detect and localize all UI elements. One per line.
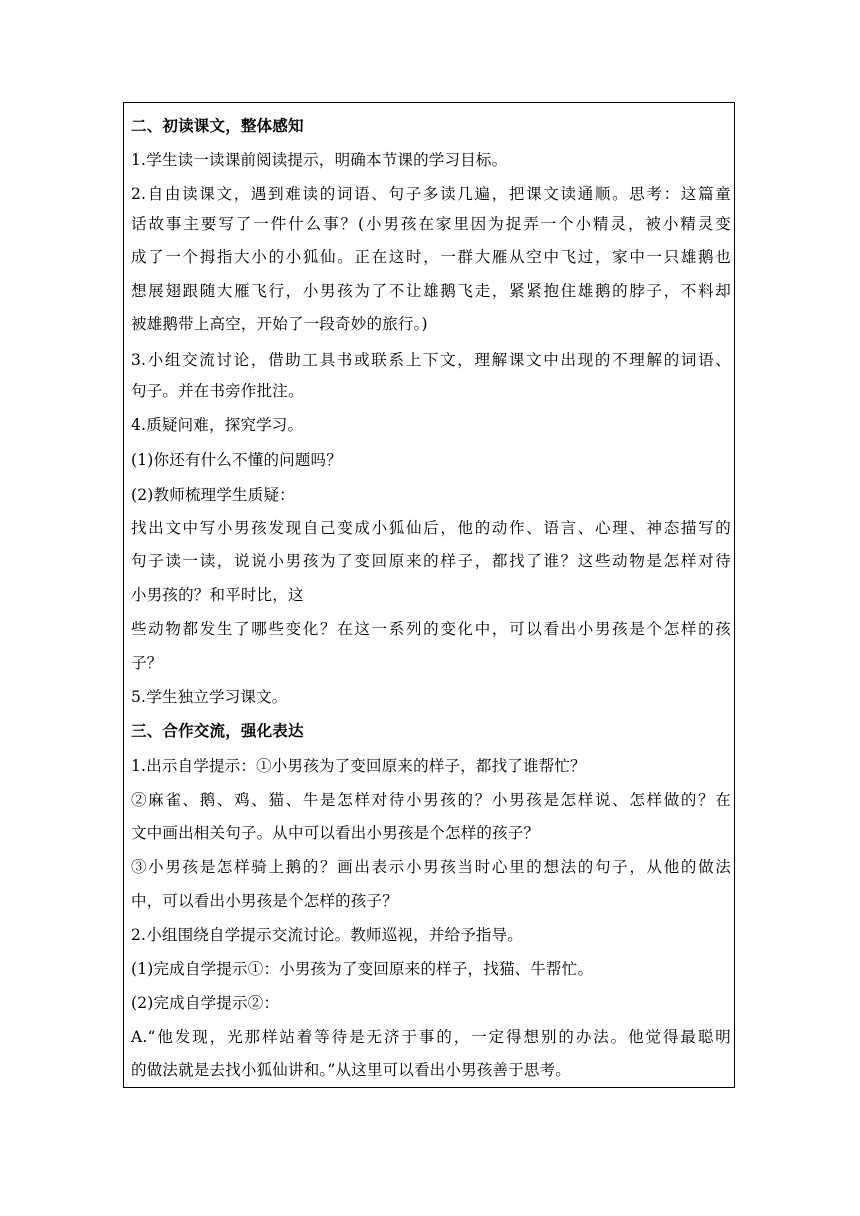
paragraph-line: 句子。并在书旁作批注。 [131,382,304,400]
section-heading-cooperation: 三、合作交流，强化表达 [131,721,304,740]
section-heading-first-reading: 二、初读课文，整体感知 [131,116,304,135]
paragraph-line: 1.出示自学提示：①小男孩为了变回原来的样子，都找了谁帮忙？ [131,757,586,775]
paragraph-line: ③小男孩是怎样骑上鹅的？画出表示小男孩当时心里的想法的句子，从他的做法 [131,858,731,876]
paragraph-line: 被雄鹅带上高空，开始了一段奇妙的旅行。) [131,315,428,333]
paragraph-line: 文中画出相关句子。从中可以看出小男孩是个怎样的孩子？ [131,824,540,842]
paragraph-line: 5.学生独立学习课文。 [131,688,288,706]
paragraph-line: 话故事主要写了一件什么事？(小男孩在家里因为捉弄一个小精灵，被小精灵变 [131,215,731,233]
paragraph-line: 子？ [131,654,163,672]
paragraph-line: 中，可以看出小男孩是个怎样的孩子？ [131,892,398,910]
paragraph-line: 4.质疑问难，探究学习。 [131,416,304,434]
paragraph-line: 想展翅跟随大雁飞行，小男孩为了不让雄鹅飞走，紧紧抱住雄鹅的脖子，不料却 [131,282,731,300]
paragraph-line: 小男孩的？和平时比，这 [131,586,304,604]
paragraph-line: (2)完成自学提示②： [131,994,280,1012]
paragraph-line: 2.小组围绕自学提示交流讨论。教师巡视，并给予指导。 [131,926,523,944]
paragraph-line: A.“他发现，光那样站着等待是无济于事的，一定得想别的办法。他觉得最聪明 [131,1028,731,1046]
paragraph-line: (1)你还有什么不懂的问题吗？ [131,451,342,469]
paragraph-line: 些动物都发生了哪些变化？在这一系列的变化中，可以看出小男孩是个怎样的孩 [131,620,731,638]
paragraph-line: ②麻雀、鹅、鸡、猫、牛是怎样对待小男孩的？小男孩是怎样说、怎样做的？在 [131,791,731,809]
paragraph-line: 找出文中写小男孩发现自己变成小狐仙后，他的动作、语言、心理、神态描写的 [131,519,731,537]
paragraph-line: 1.学生读一读课前阅读提示，明确本节课的学习目标。 [131,151,508,169]
paragraph-line: (1)完成自学提示①：小男孩为了变回原来的样子，找猫、牛帮忙。 [131,960,594,978]
paragraph-line: 成了一个拇指大小的小狐仙。正在这时，一群大雁从空中飞过，家中一只雄鹅也 [131,248,731,266]
paragraph-line: 的做法就是去找小狐仙讲和。”从这里可以看出小男孩善于思考。 [131,1061,571,1079]
paragraph-line: (2)教师梳理学生质疑： [131,486,295,504]
paragraph-line: 句子读一读，说说小男孩为了变回原来的样子，都找了谁？这些动物是怎样对待 [131,552,731,570]
paragraph-line: 3.小组交流讨论，借助工具书或联系上下文，理解课文中出现的不理解的词语、 [131,351,731,369]
paragraph-line: 2.自由读课文，遇到难读的词语、句子多读几遍，把课文读通顺。思考：这篇童 [131,185,731,203]
